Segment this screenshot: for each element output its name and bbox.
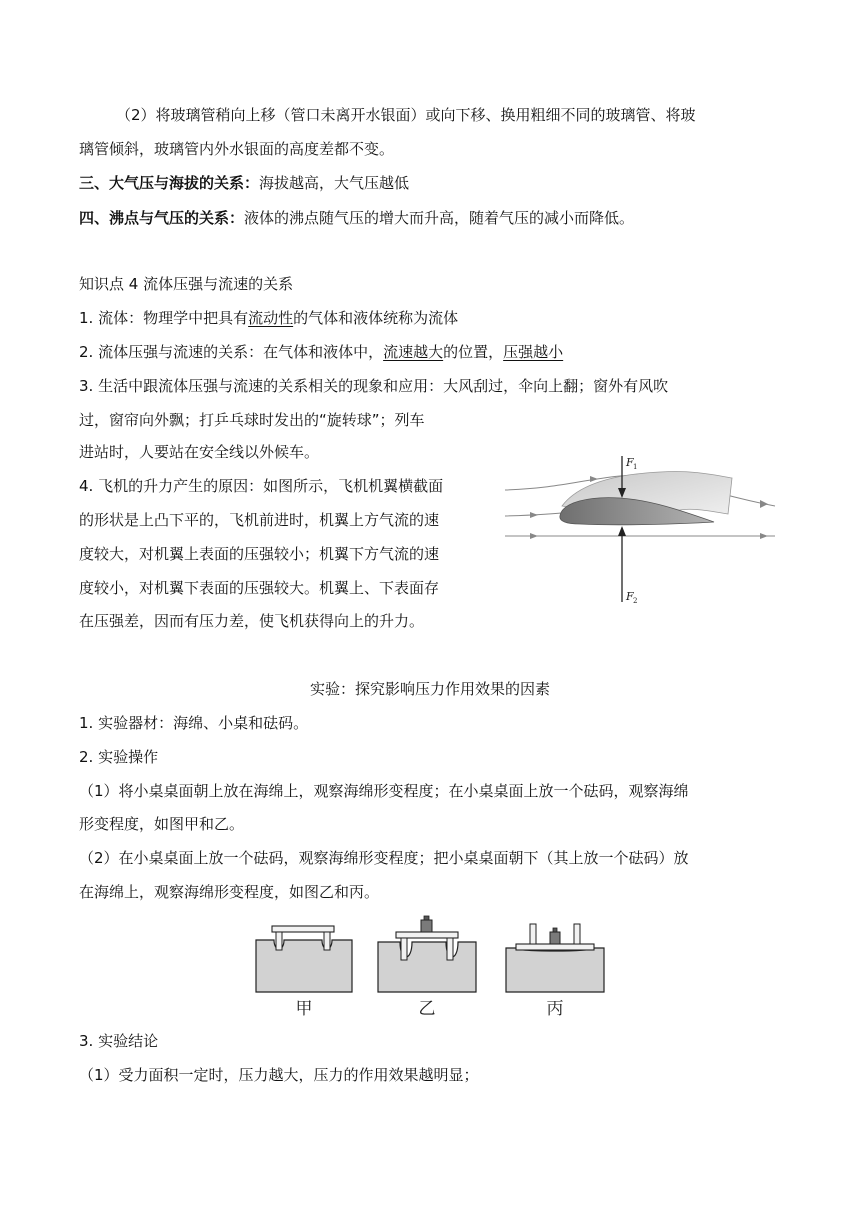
section-title: 知识点 4 流体压强与流速的关系 bbox=[79, 275, 294, 293]
weight-knob bbox=[553, 928, 557, 932]
figure-label: 丙 bbox=[546, 999, 564, 1019]
item-text: 海拔越高，大气压越低 bbox=[259, 174, 410, 192]
item-text: 物理学中把具有 bbox=[143, 309, 249, 327]
paragraph-line: 度较大，对机翼上表面的压强较小；机翼下方气流的速 bbox=[79, 545, 440, 563]
paragraph-line: 的形状是上凸下平的，飞机前进时，机翼上方气流的速 bbox=[79, 511, 440, 529]
list-item bbox=[79, 307, 458, 329]
paragraph-line: 形变程度，如图甲和乙。 bbox=[79, 815, 245, 833]
item-label: 4. 飞机的升力产生的原因： bbox=[79, 477, 264, 495]
paragraph-line: 度较小，对机翼下表面的压强较大。机翼上、下表面存 bbox=[79, 579, 440, 597]
paragraph-line: （1）将小桌桌面朝上放在海绵上，观察海绵形变程度；在小桌桌面上放一个砝码，观察海绵 bbox=[79, 782, 689, 800]
figure-bing bbox=[506, 924, 604, 1019]
weight bbox=[550, 932, 560, 944]
weight-knob bbox=[424, 916, 429, 920]
item-label: 四、沸点与气压的关系： bbox=[79, 209, 245, 227]
item-text: 的气体和液体统称为流体 bbox=[293, 309, 459, 327]
paragraph-line: 进站时，人要站在安全线以外候车。 bbox=[79, 443, 320, 461]
paragraph-line: 过，窗帘向外飘；打乒乓球时发出的“旋转球”；列车 bbox=[79, 411, 425, 429]
list-item bbox=[79, 172, 409, 194]
sponge bbox=[506, 948, 604, 992]
list-item bbox=[79, 712, 308, 734]
figure-label: 乙 bbox=[418, 999, 436, 1019]
paragraph-line: 璃管倾斜，玻璃管内外水银面的高度差都不变。 bbox=[79, 140, 395, 158]
item-label: 1. 流体： bbox=[79, 309, 144, 327]
table-leg bbox=[530, 924, 536, 944]
sponge bbox=[378, 942, 476, 992]
table-leg bbox=[276, 932, 282, 950]
force-f1-subscript: 1 bbox=[633, 463, 638, 471]
item-label: 三、大气压与海拔的关系： bbox=[79, 174, 260, 192]
paragraph-line: 在压强差，因而有压力差，使飞机获得向上的升力。 bbox=[79, 612, 425, 630]
underlined-term: 流动性 bbox=[248, 309, 294, 327]
figure-yi bbox=[378, 916, 476, 1019]
paragraph-line: （1）受力面积一定时，压力越大，压力的作用效果越明显； bbox=[79, 1066, 479, 1084]
table-leg bbox=[447, 938, 453, 960]
table-top bbox=[396, 932, 458, 938]
weight bbox=[421, 920, 432, 932]
sponge-table-figure bbox=[250, 912, 610, 1022]
force-f1-label: F bbox=[626, 456, 634, 469]
wing-lift-figure bbox=[500, 452, 780, 612]
underlined-term: 压强越小 bbox=[503, 343, 564, 361]
item-label: 3. 生活中跟流体压强与流速的关系相关的现象和应用： bbox=[79, 377, 444, 395]
figure-jia bbox=[256, 926, 352, 1019]
table-top bbox=[272, 926, 334, 932]
list-item bbox=[79, 375, 668, 397]
list-item: 3. 实验结论 bbox=[79, 1032, 159, 1050]
list-item bbox=[79, 475, 443, 497]
item-text: 在气体和液体中， bbox=[263, 343, 384, 361]
airflow-arrow bbox=[760, 533, 768, 539]
item-label: 1. 实验器材： bbox=[79, 714, 174, 732]
paragraph-line: （2）在小桌桌面上放一个砝码，观察海绵形变程度；把小桌桌面朝下（其上放一个砝码）放 bbox=[79, 849, 689, 867]
list-item: 2. 实验操作 bbox=[79, 748, 159, 766]
table-leg bbox=[574, 924, 580, 944]
airflow-arrow bbox=[590, 476, 598, 482]
airflow-arrow bbox=[760, 500, 768, 508]
item-text: 液体的沸点随气压的增大而升高，随着气压的减小而降低。 bbox=[244, 209, 635, 227]
paragraph-line: 在海绵上，观察海绵形变程度，如图乙和丙。 bbox=[79, 883, 380, 901]
list-item bbox=[79, 341, 563, 363]
table-leg bbox=[324, 932, 330, 950]
experiment-title: 实验：探究影响压力作用效果的因素 bbox=[309, 680, 550, 698]
airflow-arrow bbox=[530, 533, 538, 539]
sponge bbox=[256, 940, 352, 992]
force-f2-subscript: 2 bbox=[633, 597, 638, 605]
item-text: 的位置， bbox=[443, 343, 504, 361]
table-leg bbox=[401, 938, 407, 960]
item-label: 2. 流体压强与流速的关系： bbox=[79, 343, 264, 361]
force-f2-label: F bbox=[626, 590, 634, 603]
paragraph-line: （2）将玻璃管稍向上移（管口未离开水银面）或向下移、换用粗细不同的玻璃管、将玻 bbox=[116, 106, 696, 124]
item-text: 大风刮过，伞向上翻；窗外有风吹 bbox=[443, 377, 669, 395]
item-text: 海绵、小桌和砝码。 bbox=[173, 714, 309, 732]
list-item bbox=[79, 207, 634, 229]
item-text: 如图所示，飞机机翼横截面 bbox=[263, 477, 444, 495]
airflow-arrow bbox=[530, 512, 538, 518]
underlined-term: 流速越大 bbox=[383, 343, 444, 361]
force-f2-arrowhead bbox=[618, 526, 626, 536]
figure-label: 甲 bbox=[295, 999, 313, 1019]
table-top bbox=[516, 944, 594, 950]
